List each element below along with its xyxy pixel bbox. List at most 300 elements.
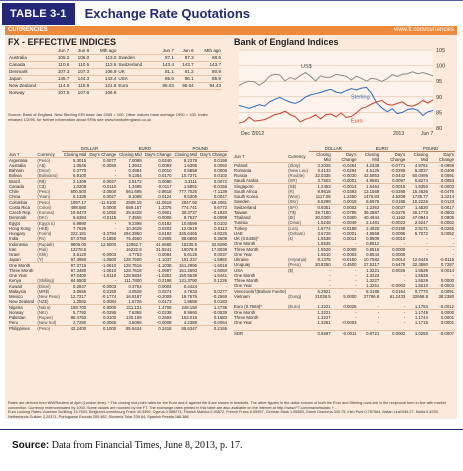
fx-cell: Norway [8,90,51,97]
rates-group-pound: POUND [173,146,228,152]
country-cell: Nigeria [8,305,36,311]
fx-cell: 81.1 [155,69,175,76]
rate-cell: 2.1309 [62,179,87,185]
rate-cell: 1.1749 [406,310,429,316]
rate-cell: - [332,289,358,295]
rate-cell: 39.2887 [363,210,380,215]
rate-cell: -0.0030 [341,173,357,178]
currency-cell: (NZ$) [37,299,49,304]
rate-cell: 1.3495 [128,184,142,189]
fx-row [8,62,222,69]
rate-cell: 10.7582 [363,257,380,262]
rate-cell: - [403,320,406,325]
rates-col-header: Day's Change [438,152,454,162]
rate-cell: - [429,247,455,253]
rate-cell: 128.7618 [123,268,142,273]
rate-cell: 3.7503 [317,178,331,183]
rate-cell: 4.9761 [406,163,429,169]
rate-cell: 0.0095 [392,231,406,236]
country-cell: Three Month [234,315,259,320]
rate-cell: 1.5510 [317,252,331,257]
rate-cell: 7.6365 [128,310,142,315]
rates-table-left [8,146,228,331]
country-cell: Ukraine [234,257,249,262]
country-cell: Hungary [9,231,26,236]
country-cell: Sweden [234,199,250,204]
rate-cell: - [355,315,357,320]
rate-cell: 1.3943 [128,163,142,168]
rate-cell: 42.2400 [62,326,87,332]
country-cell: UK (0.6436)* [234,236,259,241]
rate-cell: 1.3251 [317,320,331,325]
rates-group-dollar: DOLLAR [309,146,358,152]
currency-cell: (Peso) [36,200,61,206]
fx-col-header: Mth ago [99,48,117,53]
chart-x-tick-label: 2012 [253,131,265,137]
currency-cell: (Bt) [288,215,295,220]
fx-cell: 107.5 [51,90,71,97]
rate-cell: 0.0195 [392,199,406,204]
rate-cell: 0.0000 [392,252,406,257]
currency-cell: (SR) [288,178,297,183]
currency-cell: (Peso) [36,326,61,332]
rate-cell: -1.5982 [212,257,227,262]
rate-cell: 5.0000 [343,294,357,299]
rate-cell: 9805.00 [62,242,87,248]
rate-cell: 0.1850 [103,236,117,241]
fx-cell: 88.6 [195,55,222,62]
rate-cell: - [358,310,381,316]
rate-cell: -0.0265 [429,226,455,232]
rate-cell: 0.0274 [158,289,172,294]
rate-cell: -0.0295 [101,310,117,315]
currency-cell: (Rupee) [37,315,53,320]
rate-cell: 0.0300 [343,215,357,220]
chart-y-tick-label: 85 [436,110,443,117]
rate-cell: 0.0170 [158,173,172,178]
rate-cell: 1735.77 [412,194,428,199]
country-cell: Mexico [9,294,23,299]
fx-cell: 143.4 [155,62,175,69]
currency-cell: (Zloty) [287,163,309,169]
rate-cell: 9.5306 [183,194,197,199]
rate-cell: 5.6394 [73,215,87,220]
rates-col-header: Closing Mid [316,152,331,162]
rate-cell: -0.2009 [157,294,172,299]
rate-cell: 0.1226 [213,278,227,283]
rate-cell: -0.0299 [390,168,406,173]
fx-cell: 107.3 [70,69,90,76]
country-cell: Pakistan [9,315,26,320]
rate-cell: 111.7800 [124,278,142,283]
currency-cell: (New Sol) [37,320,57,325]
rate-cell: -0.0115 [101,215,117,220]
rate-cell: 4.9581 [366,178,380,183]
currency-cell: (Rupiah) [36,242,61,248]
rate-cell: 10.7371 [181,173,197,178]
rate-cell: 97.3950 [70,257,87,262]
rate-cell: 0.0014 [343,236,357,241]
rate-cell: -3.0500 [101,189,117,194]
rate-cell: 1.9350 [406,184,429,190]
rate-cell: 345.6465 [179,231,197,236]
rate-cell: 0.2418 [143,326,173,332]
rate-cell: 0.0182 [143,221,173,227]
footnote-euro-locking: Euro Locking Rates: Austrian Schilling 13.7603, Belgium/Luxembourg Franc 40.3399, Cyprus 0.585274, Finnish Markka 5.94572, French Franc 6.55957, German Mark 1.95583, Greek Drachma 340.75, Irish Punt 0.787564, Italian Lira1936.27, Malta 0.4293, Netherlands Guilder 2.20371, Portuguese Escudo 200.482, Slovenia Tolar 239.64, Spanish Peseta 166.386 [8,410,439,419]
fx-cell: Euro [117,83,155,90]
rate-cell: 151.337 [181,257,197,262]
rate-cell: -0.0238 [157,310,172,315]
rate-cell: 4.5125 [366,168,380,173]
country-cell: Costa Rica [9,205,31,210]
currency-cell: (Shk) [37,252,48,257]
rate-cell: 1117.08 [315,194,331,199]
rate-cell: 1.2362 [358,205,381,211]
source-citation: Data from Financial Times, June 8, 2013, p. 17. [51,440,243,451]
fx-indices-source: Source: Bank of England. New Sterling ERI base Jan 2005 = 100. Other indices base average 1990 = 100. Index rebased 1/2/95. for further information about ERIs see www.bankofengland.co.uk [8,112,208,122]
rates-row [233,331,455,337]
rate-cell: -0.0014 [332,184,358,190]
fx-cell: 85.6 [155,76,175,83]
rate-cell: 32.3590 [412,262,428,267]
chart-series-label-euro: Euro [351,118,363,125]
rate-cell: 0.0015 [380,184,406,190]
rate-cell: -0.2569 [212,294,227,299]
rate-cell: 0.0093 [158,163,172,168]
country-cell: One Month [234,241,256,246]
rate-cell: 3.6066 [128,320,142,325]
rate-cell: 4.7633 [183,289,197,294]
rate-cell: - [329,278,331,283]
rate-cell: -0.0393 [341,189,357,194]
rate-cell: 0.1162 [392,215,406,220]
rate-cell: 0.0202 [158,226,172,231]
rate-cell: 1.1754 [414,304,428,309]
rate-cell: 8.1088 [128,194,142,199]
rate-cell: 4.0528 [128,289,142,294]
fx-col-header: Jun 6 [77,48,90,53]
country-cell: One Month [8,263,36,269]
rate-cell: 32658.8 [412,294,428,299]
source-text [12,440,243,451]
rate-cell: 12.6445 [412,257,428,262]
rate-cell: 61.2433 [389,294,406,299]
chart-series-label-usd: US$ [301,63,312,70]
currency-cell: (Rial) [37,247,48,252]
rate-cell: 4.2389 [183,320,197,325]
rate-cell: 0.0002 [332,205,358,211]
rate-cell: 5.7072 [414,231,428,236]
fx-row [8,55,222,62]
rate-cell: 8.1375 [317,257,331,262]
rate-cell: 659.157 [126,205,142,210]
rate-cell: - [332,310,358,316]
rate-cell: 5.8274 [414,178,428,183]
rate-cell: - [114,278,117,283]
currency-cell: (Peso) [37,189,51,194]
rate-cell: 0.0150 [103,289,117,294]
rate-cell: -11.6100 [87,200,117,206]
country-cell: Bahrain [9,168,24,173]
rate-cell: -0.0003 [439,283,454,288]
rate-cell: 0.2165 [198,326,228,332]
rate-cell: 0.0000 [440,278,454,283]
fx-cell: 95.03 [155,83,175,90]
fx-cell: 121.8 [90,83,117,90]
rate-cell: 0.0092 [213,163,227,168]
country-cell: One Month [234,273,256,278]
fx-cell: 110.6 [51,62,71,69]
rate-cell: 0.0052 [440,231,454,236]
rate-cell: - [406,247,429,253]
fx-cell: 107.6 [70,90,90,97]
rates-col-header: Currency [37,151,55,157]
rates-col-header: Currency [288,154,306,160]
rate-cell: 0.5858 [183,168,197,173]
rate-cell: 10.2625 [126,226,142,231]
currency-cell: (Dirham) [288,231,305,236]
currency-cell: (Rouble) [288,173,305,178]
rate-cell: 6.1335 [73,194,87,199]
country-cell: Kenya [9,278,22,283]
rate-cell: 2.7280 [73,320,87,325]
rate-cell: 1.4735 [198,305,228,311]
fx-cell: 143.7 [195,62,222,69]
rates-group-euro: EURO [117,146,172,152]
fx-cell: Australia [8,55,51,62]
currency-cell: (SFr) [287,205,309,211]
rate-cell: 128.7600 [123,257,142,262]
country-cell: One Year [234,320,252,325]
country-cell: Brazil [8,179,36,185]
country-cell: One Year [234,283,252,288]
fx-cell [175,90,195,97]
currencies-band [5,26,457,35]
rate-cell: 0.0014 [392,257,406,262]
rate-cell: -0.0052 [439,220,454,225]
currency-cell: (Dinar) [37,168,51,173]
rate-cell: 8.9660 [183,310,197,315]
rate-cell: 15.4636 [412,189,428,194]
rates-col-header: Day's Change [390,152,406,162]
rate-cell: - [403,241,406,246]
rate-cell: -0.0476 [439,189,454,194]
rate-cell: - [355,273,357,278]
rate-cell: -0.0065 [101,320,117,325]
fx-cell: 85.9 [195,76,222,83]
currency-cell: (Forint) [37,231,52,236]
rate-cell: 1.3221 [358,268,381,274]
rate-cell: 0.0123 [440,199,454,204]
currency-cell: (NKr) [37,310,48,315]
rate-cell: 128.5834 [123,273,142,278]
rate-cell: 1.2453 [309,184,332,190]
rate-cell: 9.2398 [117,221,142,227]
currency-cell: (Dong) [288,294,302,299]
rate-cell: -1.0610 [87,263,117,269]
rate-cell: -3.3794 [101,231,117,236]
rate-cell: - [452,273,454,278]
rate-cell: 5.3015 [62,158,87,164]
rate-cell: 0.2847 [62,284,87,290]
currency-cell: (C$) [37,184,46,189]
rate-cell: 0.3764 [117,284,142,290]
chart-x-tick-label: Jun 7 [421,131,434,137]
rates-table-right [233,146,455,336]
rate-cell: 498.580 [70,205,87,210]
rate-cell: 1.1744 [414,315,428,320]
country-cell: USA [233,268,287,274]
rate-cell: 1.0208 [73,184,87,189]
rate-cell: 1.4530 [406,205,429,211]
rate-cell: 0.0014 [429,268,455,274]
country-cell: Venezuela†(Bolivar Fuerte) [234,289,287,294]
fx-col-header: Jun 7 [58,48,70,53]
rate-cell: 0.8509 [366,236,380,241]
footnote-rates: Rates are derived from WM/Reuters at 4pm (London time). * The closing mid-point rates for the Euro and £ against the $ are shown in brackets. The other figures in the dollar column of both the Euro and Sterling rows are in the reciprocal form in line with market convention. Currency redenominated by 1000. Some values are rounded by the FT. The exchange rates printed in this table are also available on the internet at http://www.FT.com/marketsdata. † - [8,401,446,410]
chart-y-tick-label: 95 [436,79,443,86]
chart-y-tick-label: 80 [436,126,443,132]
rates-col-header: Day's Change [144,152,172,157]
rate-cell: 222.181 [70,231,87,236]
rate-cell: -2.8618 [157,189,172,194]
rate-cell: 0.7287 [440,262,454,267]
rate-cell: -18.4081 [198,200,228,206]
rate-cell: 0.4500 [343,262,357,267]
rate-cell: 0.6597 [309,331,332,337]
rate-cell: 153.015 [181,315,197,320]
rate-cell: - [452,236,454,241]
rate-cell: 21038.5 [315,294,331,299]
rate-cell: 7.7626 [73,226,87,231]
fx-cell: 144.3 [70,76,90,83]
rate-cell: 13.1568 [363,189,380,194]
currency-cell: (T$) [288,210,296,215]
rate-cell: 131.3790 [179,278,197,283]
rates-col-header: Jun 7 [234,154,245,160]
currency-cell: (Naira) [36,305,61,311]
rate-cell: 0.0002 [380,331,406,337]
rate-cell: 6.2921 [309,289,332,295]
rate-cell: -0.0003 [341,320,357,325]
fx-indices-table [8,48,222,96]
rate-cell: 0.0091 [429,289,455,295]
rate-cell: 9.1354 [128,173,142,178]
rate-cell: 0.0026 [380,268,406,274]
rate-cell: 1.3221 [317,304,331,309]
rate-cell: 0.2905 [158,236,172,241]
rate-cell: - [426,241,428,246]
fx-row [8,83,222,90]
rate-cell: - [403,273,406,278]
rate-cell: 0.0173 [158,299,172,304]
rate-cell: - [114,247,117,252]
fx-cell: Japan [8,76,51,83]
fx-cell: 114.6 [51,83,71,90]
country-cell: Indonesia [8,242,36,248]
fx-cell [155,90,175,97]
rate-cell: - [377,320,380,325]
country-cell: One Year [234,252,252,257]
rate-cell: 0.0905 [440,215,454,220]
rate-cell: 2.4820 [358,226,381,232]
rates-row [8,326,228,332]
country-cell: Chile [9,189,19,194]
fx-col-header: Mth ago [204,48,221,53]
rate-cell: 12.0619 [181,226,197,231]
rate-cell: 1.8774 [309,226,332,232]
currency-cell: (MR$) [37,289,50,294]
rate-cell: 1.3227 [317,315,331,320]
rate-cell: 1.5861 [183,184,197,189]
rates-group-dollar: DOLLAR [62,146,117,152]
rate-cell: 4.5208 [392,194,406,199]
fx-cell: 107.3 [51,69,71,76]
country-cell: One Month [233,310,287,316]
rate-cell: 0.0077 [87,158,117,164]
table-number: TABLE 3-1 [2,3,75,25]
rate-cell: -1.0997 [157,268,172,273]
rate-cell: 20.8250 [315,262,331,267]
country-cell: Singapore [233,184,287,190]
currency-cell: (A$) [37,163,46,168]
rate-cell: -0.0408 [439,168,454,173]
rate-cell: 1476.83 [363,194,380,199]
rate-cell: 12962.7 [117,242,142,248]
rate-cell: 3.6729 [317,231,331,236]
rate-cell: 1.3221 [309,310,332,316]
rate-cell: 0.0037 [213,252,227,257]
currencies-url: www.ft.com/currencies [393,27,454,33]
rate-cell: -0.0098 [212,215,227,220]
footnotes [8,401,454,419]
rate-cell: 5.3037 [414,168,428,173]
rate-cell: 30.0300 [315,215,331,220]
fx-cell: Sweden [117,55,155,62]
rates-col-header: Day's Change [341,152,357,162]
rate-cell: 6.5299 [317,199,331,204]
rate-cell: 4.8558 [366,231,380,236]
rate-cell: 0.0097 [392,178,406,183]
country-cell: Russia [234,173,248,178]
fx-cell: 87.1 [155,55,175,62]
country-cell: One Year [9,273,27,278]
rate-cell: 46.1773 [412,210,428,215]
rates-col-header: Jun 7 [9,151,20,157]
boe-indices-chart [231,46,455,142]
rate-cell: -1.5441 [212,273,227,278]
country-cell: UAE [234,231,243,236]
rate-cell: -0.0010 [390,236,406,241]
rate-cell: 2947.92 [173,200,198,206]
fx-cell: 106.0 [70,55,90,62]
rate-cell: 15235.5 [173,242,198,248]
rate-cell: -0.0003 [341,252,357,257]
rate-cell: 19078.9 [181,247,197,252]
rates-col-header: Closing Mid [364,152,380,162]
rates-col-header: Closing Mid [174,152,197,157]
rate-cell: 0.0017 [429,205,455,211]
rate-cell: 0.0102 [198,221,228,227]
rate-cell: 1.5529 [309,247,332,253]
fx-col-header: Jun 7 [162,48,174,53]
currency-cell: (Egypt £) [36,221,61,227]
rate-cell: 1897.17 [62,200,87,206]
country-cell: Iran [9,247,17,252]
rate-cell: 1.5538 [317,236,331,241]
rate-cell: 159.700 [62,305,87,311]
rate-cell: 27786.8 [363,294,380,299]
